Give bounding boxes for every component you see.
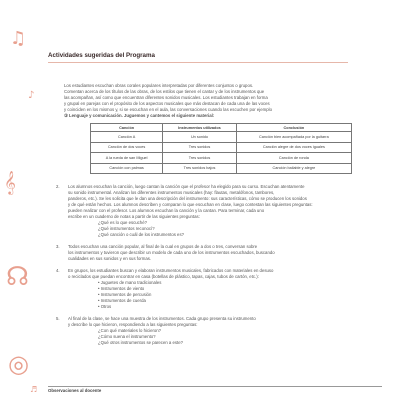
- question-list: [68, 220, 382, 238]
- intro-line: ③ Lenguaje y comunicación. Juguemos y cantemos el siguiente material:: [64, 113, 215, 118]
- bullet-item: • Instrumentos de viento: [98, 286, 382, 292]
- activity-line: su sonido instrumental. Analizan los diferentes instrumentos musicales (hay: flautas, metalófonos, tambores,: [68, 190, 275, 195]
- table-row: [91, 132, 352, 143]
- activity-line: cualidades en sus sonidos y en sus formas.: [68, 256, 152, 261]
- activity-line: Los alumnos escuchan la canción, luego cantan la canción que el profesor ha elegido para su curso. Escuchan atentamente: [68, 184, 305, 189]
- table-header: Conclusión: [236, 124, 351, 132]
- music-note-icon: ♫: [10, 28, 27, 49]
- table-cell: Canción A: [91, 132, 163, 143]
- intro-line: las acompañan, así como que encuentran diferentes sonidos musicales. Los estudiantes trabajan en forma: [64, 95, 268, 100]
- activity-item: [48, 244, 382, 262]
- activity-line: Todos escuchan una canción popular, al final de la cual en grupos de a dos o tres, conversan sobre: [68, 244, 258, 249]
- table-header-row: [91, 124, 352, 132]
- activity-line: En grupos, los estudiantes buscan y elaboran instrumentos musicales, fabricados con materiales en desuso: [68, 268, 274, 273]
- intro-paragraph: [48, 83, 382, 119]
- table-cell: Canción bien acompañada por la guitarra: [236, 132, 351, 143]
- intro-line: y grupal en parejas con el propósito de los aspectos musicales que más destacan de cada una de las voces: [64, 101, 270, 106]
- question-item: ¿Qué instrumentos reconocí?: [98, 226, 155, 231]
- intro-line: Comentan acerca de los títulos de las obras, de los estilos que tienen el cantar y de los instrumentos que: [64, 89, 265, 94]
- activity-line: Al final de la clase, se hace una muestra de los instrumentos. Cada grupo presenta su instrumento: [68, 316, 256, 321]
- activity-item: [48, 184, 382, 238]
- activity-line: y describe lo que hicieron, respondiendo a las siguientes preguntas:: [68, 322, 198, 327]
- music-note-icon: ♬: [30, 385, 38, 394]
- question-item: ¿Qué otros instrumentos se parecen a este?: [98, 340, 184, 345]
- table-row: [91, 142, 352, 153]
- bullet-item: • Otros: [98, 304, 382, 310]
- page-title: Actividades sugeridas del Programa: [48, 52, 155, 59]
- table-cell: Tres sonidos: [163, 142, 237, 153]
- table-cell: Canción con palmas: [91, 163, 163, 174]
- table-header: Instrumentos utilizados: [163, 124, 237, 132]
- table-row: [91, 153, 352, 164]
- question-item: ¿Con qué materiales lo hicieron?: [98, 328, 162, 333]
- table-cell: Un sonido: [163, 132, 237, 143]
- activity-line: pueden realizar con el profesor. Los alumnos escuchan la canción y la cantan. Para terminar, cada uno: [68, 208, 265, 213]
- bullet-item: • Juguetes de mano tradicionales: [98, 280, 382, 286]
- table-cell: Canción bailable y alegre: [236, 163, 351, 174]
- songs-table: [90, 123, 352, 174]
- drum-icon: ◎: [8, 350, 29, 378]
- activity-line: o reciclados que puedan encontrar en casa (botellas de plástico, tapas, cajas, tubos de cartón, etc.):: [68, 274, 259, 279]
- activity-item: [48, 316, 382, 346]
- activity-item: [48, 268, 382, 310]
- table-cell: Tres sonidos bajos: [163, 163, 237, 174]
- intro-line: y coinciden en los mismos y, si se escuchan en el aula, las conversaciones cuando las escuchen por ejemplo: [64, 107, 272, 112]
- question-item: ¿Cómo suena el instrumento?: [98, 334, 156, 339]
- question-item: ¿Qué canción o cuál de los instrumentos es?: [98, 232, 184, 237]
- table-cell: A la rueda de san Miguel: [91, 153, 163, 164]
- bullet-item: • Instrumentos de percusión: [98, 292, 382, 298]
- activity-number: 3.: [56, 244, 60, 249]
- recorder-icon: 𝄞: [4, 170, 16, 194]
- bullet-list: [68, 280, 382, 310]
- document-page: [48, 52, 382, 352]
- activity-line: y de qué están hechos. Los alumnos describen y comparan lo que escuchan en clase, luego contestan las siguientes preguntas:: [68, 202, 313, 207]
- title-divider: [48, 62, 348, 63]
- question-list: [68, 328, 382, 346]
- table-cell: Canción alegre de dos voces iguales: [236, 142, 351, 153]
- activity-line: escribe en un cuaderno de notas a partir de las siguientes preguntas:: [68, 214, 200, 219]
- table-header: Canción: [91, 124, 163, 132]
- activity-line: panderos, etc.). Se les solicita que le dan una descripción del instrumento: sus características, cómo se producen los sonidos: [68, 196, 307, 201]
- question-item: ¿Qué es lo que escuché?: [98, 220, 147, 225]
- table-cell: Tres sonidos: [163, 153, 237, 164]
- teacher-notes-heading: Observaciones al docente: [48, 386, 382, 393]
- bullet-item: • Instrumentos de cuerda: [98, 298, 382, 304]
- table-cell: Canción de dos voces: [91, 142, 163, 153]
- activity-number: 5.: [56, 316, 60, 321]
- table-row: [91, 163, 352, 174]
- table-cell: Canción de ronda: [236, 153, 351, 164]
- intro-line: Los estudiantes escuchan obras corales populares interpretadas por diferentes conjuntos o grupos.: [64, 83, 254, 88]
- activity-number: 4.: [56, 268, 60, 273]
- activity-number: 2.: [56, 184, 60, 189]
- headphones-icon: ☊: [6, 262, 30, 292]
- activity-list: [48, 184, 382, 346]
- margin-illustrations: [0, 0, 48, 400]
- activity-line: los instrumentos y tuvieron que describir un modelo de cada uno de los instrumentos escuchados, buscando: [68, 250, 275, 255]
- music-note-icon: ♪: [28, 90, 35, 101]
